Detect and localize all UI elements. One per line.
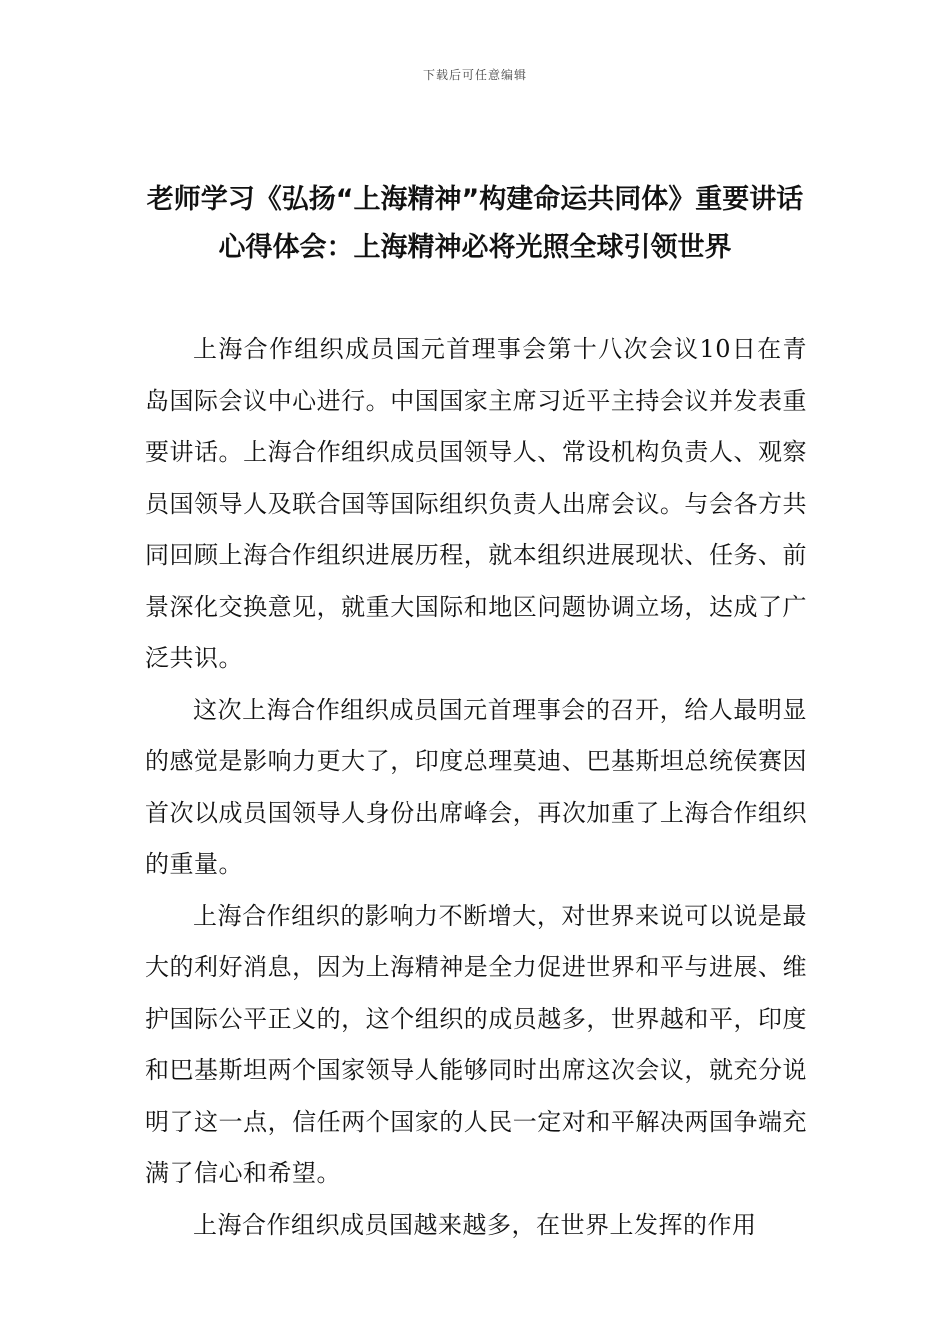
paragraph-2: 这次上海合作组织成员国元首理事会的召开，给人最明显的感觉是影响力更大了，印度总理莫迪、巴基斯坦总统侯赛因首次以成员国领导人身份出席峰会，再次加重了上海合作组织的重量。 [145,695,807,878]
document-title: 老师学习《弘扬“上海精神”构建命运共同体》重要讲话心得体会：上海精神必将光照全球引领世界 [146,184,804,263]
paragraph-4: 上海合作组织成员国越来越多，在世界上发挥的作用 [193,1210,757,1239]
header-note: 下载后可任意编辑 [422,68,527,82]
paragraph-3: 上海合作组织的影响力不断增大，对世界来说可以说是最大的利好消息，因为上海精神是全力促进世界和平与进展、维护国际公平正义的，这个组织的成员越多，世界越和平，印度和巴基斯坦两个国家领导人能够同时出席这次会议，就充分说明了这一点，信任两个国家的人民一定对和平解决两国争端充满了信心和希望。 [145,901,807,1187]
document-body [145,324,807,1251]
paragraph-1: 上海合作组织成员国元首理事会第十八次会议10日在青岛国际会议中心进行。中国国家主席习近平主持会议并发表重要讲话。上海合作组织成员国领导人、常设机构负责人、观察员国领导人及联合国等国际组织负责人出席会议。与会各方共同回顾上海合作组织进展历程，就本组织进展现状、任务、前景深化交换意见，就重大国际和地区问题协调立场，达成了广泛共识。 [145,335,807,672]
